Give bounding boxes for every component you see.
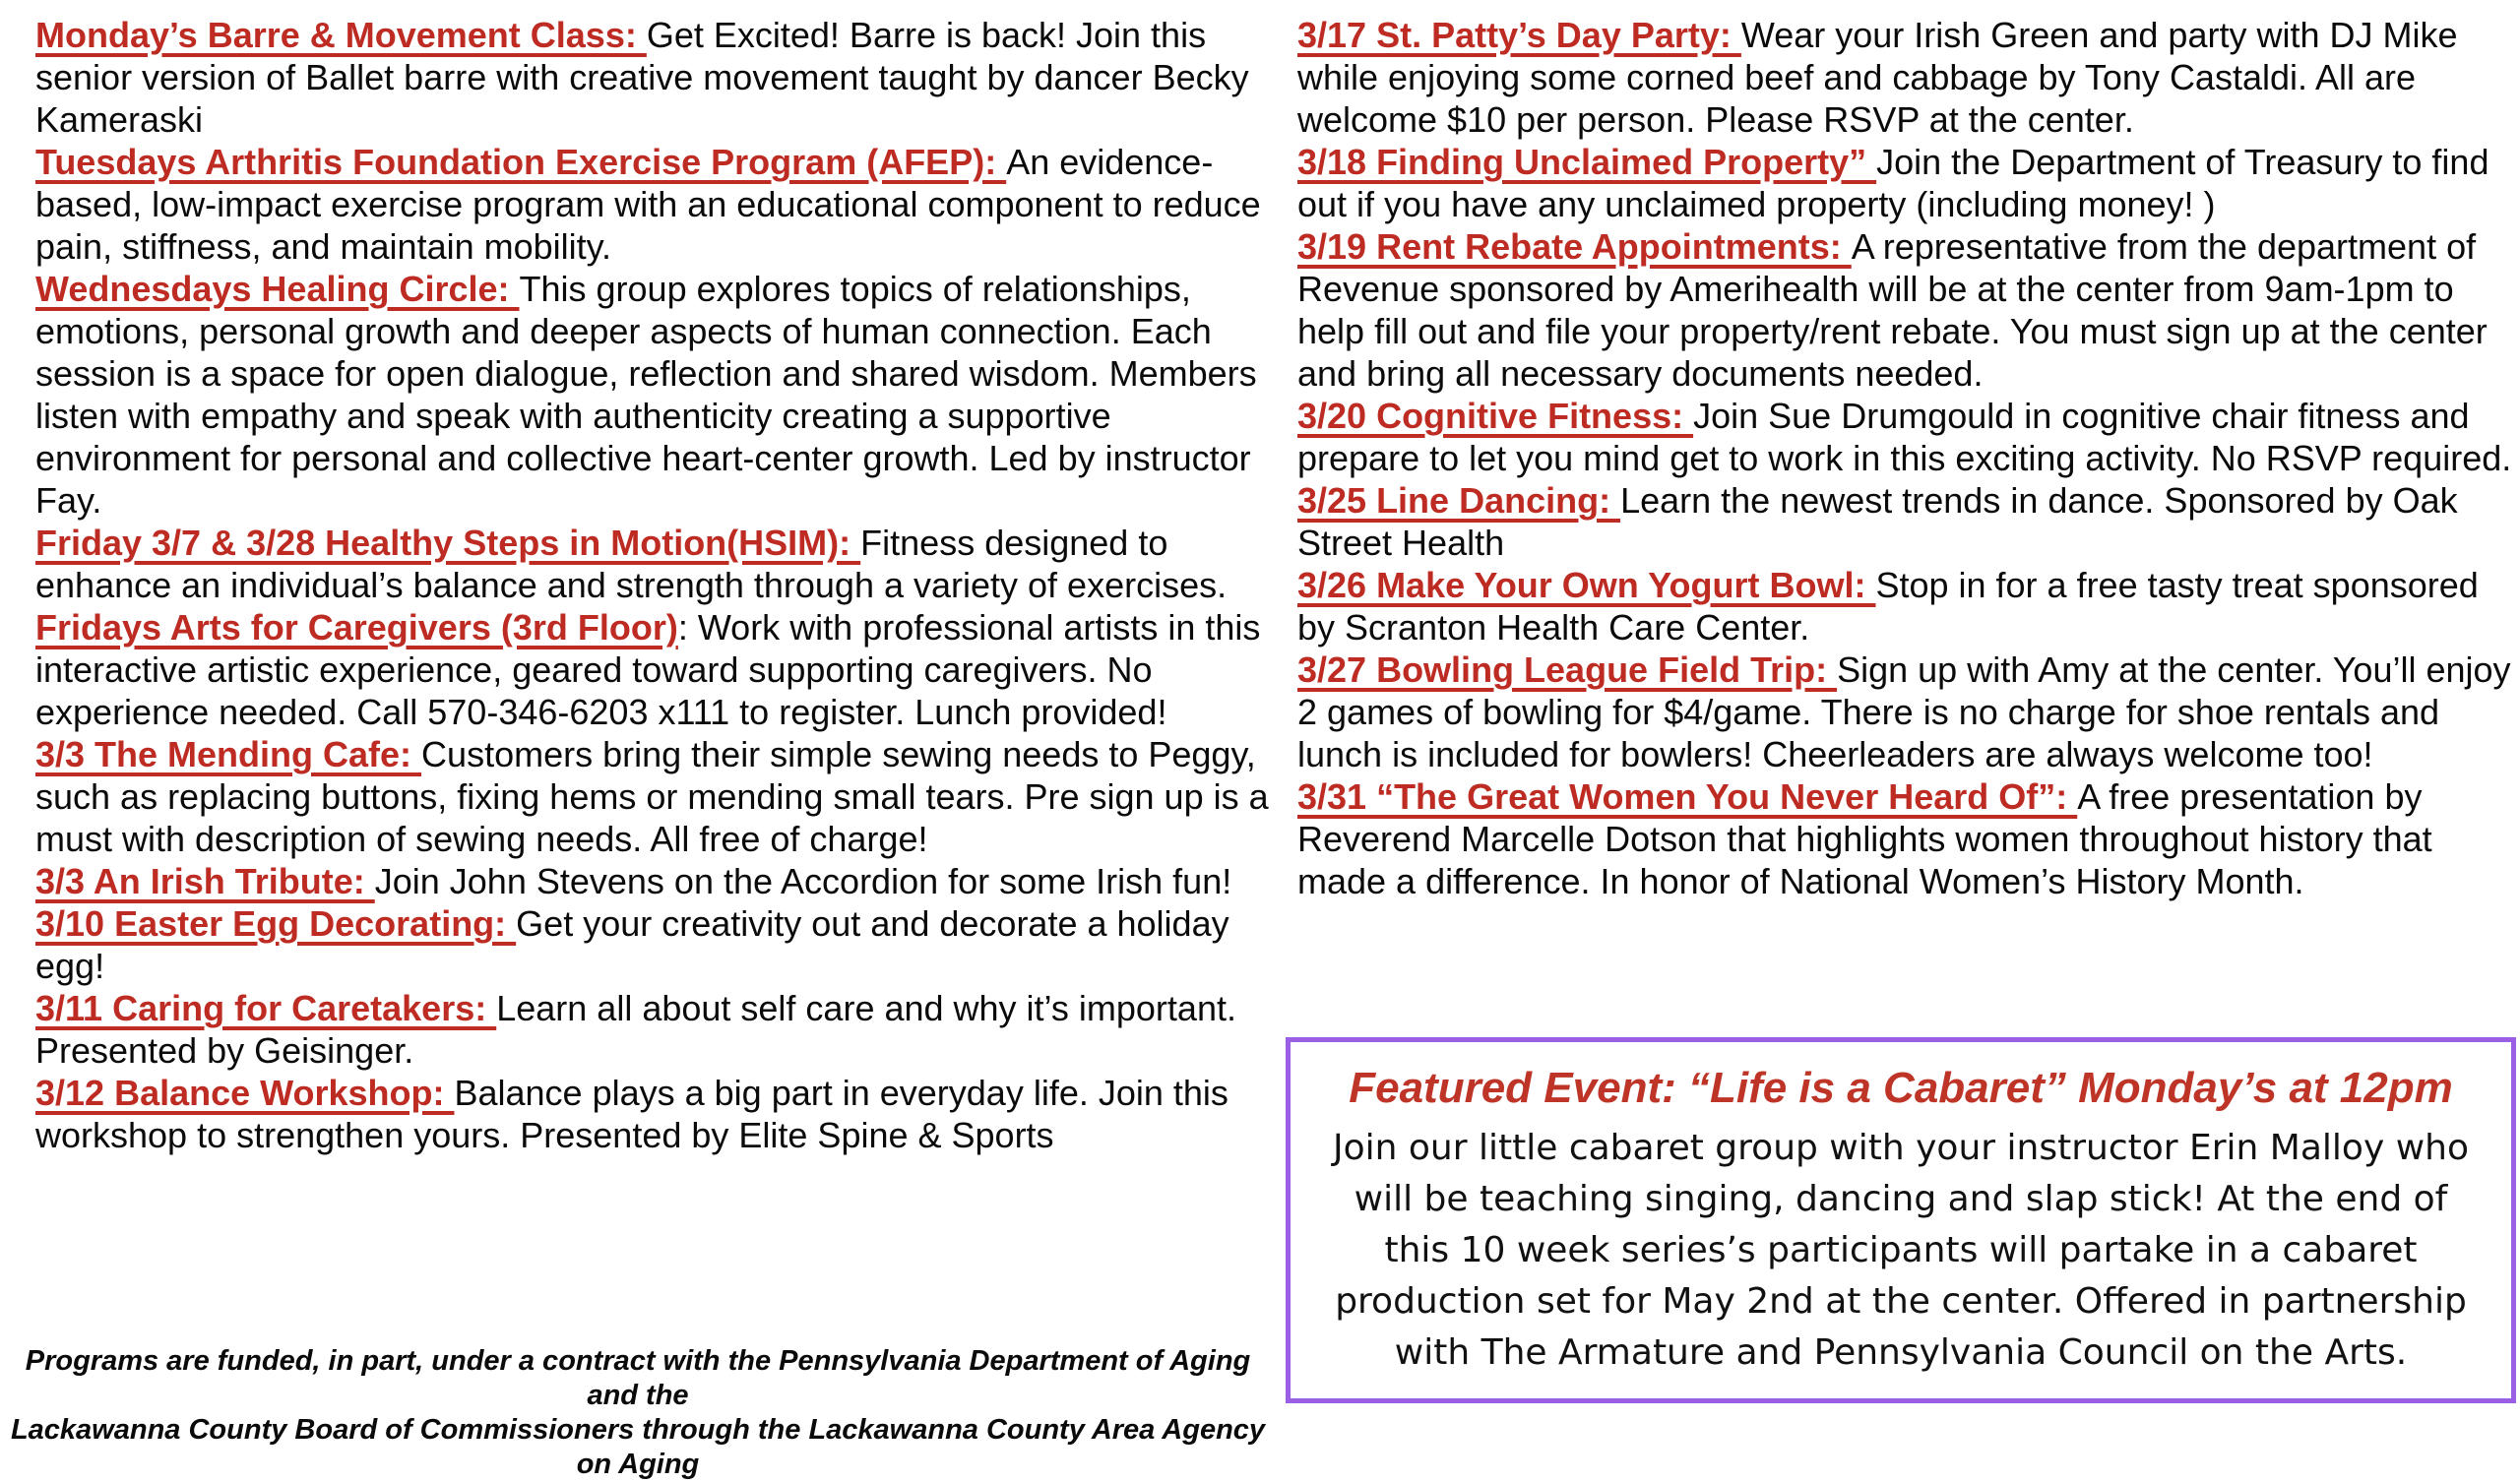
event-heading: Monday’s Barre & Movement Class:	[35, 15, 647, 55]
event-item	[1297, 225, 2518, 395]
event-heading: 3/26 Make Your Own Yogurt Bowl:	[1297, 565, 1876, 605]
event-text: This group explores topics of relationships, emotions, personal growth and deeper aspects of human connection. Each session is a space for open dialogue, reflection and shared wisdom. Members listen with empathy and speak with authenticity creating a supportive environment for personal and collective heart-center growth. Led by instructor Fay.	[35, 269, 1257, 521]
event-item	[1297, 395, 2518, 479]
event-heading: 3/27 Bowling League Field Trip:	[1297, 649, 1838, 690]
event-heading: 3/3 The Mending Cafe:	[35, 734, 422, 774]
event-heading: 3/12 Balance Workshop:	[35, 1073, 455, 1113]
event-text: An evidence-based, low-impact exercise program with an educational component to reduce pain, stiffness, and maintain mobility.	[35, 142, 1261, 267]
event-item	[1297, 648, 2518, 775]
event-text: : Work with professional artists in this interactive artistic experience, geared toward supporting caregivers. No experience needed. Call 570-346-6203 x111 to register. Lunch provided!	[35, 607, 1261, 732]
event-heading: 3/31 “The Great Women You Never Heard Of”:	[1297, 776, 2078, 817]
event-heading: 3/11 Caring for Caretakers:	[35, 988, 497, 1028]
event-item	[1297, 479, 2518, 564]
event-item	[35, 14, 1278, 141]
event-text: Stop in for a free tasty treat sponsored by Scranton Health Care Center.	[1297, 565, 2479, 648]
funding-footnote-line1: Programs are funded, in part, under a contract with the Pennsylvania Department of Aging and the	[25, 1345, 1251, 1411]
event-heading: Friday 3/7 & 3/28 Healthy Steps in Motion(HSIM):	[35, 523, 861, 563]
event-text: Join the Department of Treasury to find out if you have any unclaimed property (including money! )	[1297, 142, 2489, 224]
event-item	[35, 268, 1278, 522]
event-text: Get Excited! Barre is back! Join this senior version of Ballet barre with creative movement taught by dancer Becky Kameraski	[35, 15, 1249, 140]
event-text: Sign up with Amy at the center. You’ll enjoy 2 games of bowling for $4/game. There is no charge for shoe rentals and lunch is included for bowlers! Cheerleaders are always welcome too!	[1297, 649, 2511, 774]
event-item	[1297, 564, 2518, 648]
event-heading: Tuesdays Arthritis Foundation Exercise Program (AFEP):	[35, 142, 1007, 182]
event-text: Learn all about self care and why it’s important. Presented by Geisinger.	[35, 988, 1236, 1071]
event-heading: 3/18 Finding Unclaimed Property”	[1297, 142, 1877, 182]
event-text: Get your creativity out and decorate a holiday egg!	[35, 903, 1229, 986]
event-item	[35, 522, 1278, 606]
event-text: Fitness designed to enhance an individual’s balance and strength through a variety of exercises.	[35, 523, 1228, 605]
event-heading: 3/10 Easter Egg Decorating:	[35, 903, 517, 944]
featured-event-box	[1286, 1037, 2516, 1403]
event-heading: 3/3 An Irish Tribute:	[35, 861, 375, 901]
event-text: Join John Stevens on the Accordion for some Irish fun!	[374, 861, 1232, 901]
event-text: A representative from the department of Revenue sponsored by Amerihealth will be at the center from 9am-1pm to help fill out and file your property/rent rebate. You must sign up at the center and bring all necessary documents needed.	[1297, 226, 2488, 394]
event-text: Balance plays a big part in everyday life. Join this workshop to strengthen yours. Presented by Elite Spine & Sports	[35, 1073, 1228, 1155]
event-item	[35, 860, 1278, 902]
event-heading: Fridays Arts for Caregivers (3rd Floor)	[35, 607, 678, 648]
event-item	[1297, 775, 2518, 902]
event-item	[35, 987, 1278, 1072]
featured-event-description: Join our little cabaret group with your instructor Erin Malloy who will be teaching singing, dancing and slap stick! At the end of this 10 week series’s participants will partake in a cabaret production set for May 2nd at the center. Offered in partnership with The Armature and Pennsylvania Council on the Arts.	[1333, 1128, 2469, 1373]
event-text: Join Sue Drumgould in cognitive chair fitness and prepare to let you mind get to work in this exciting activity. No RSVP required.	[1297, 396, 2512, 478]
event-heading: 3/20 Cognitive Fitness:	[1297, 396, 1694, 436]
event-heading: 3/17 St. Patty’s Day Party:	[1297, 15, 1741, 55]
event-item	[35, 141, 1278, 268]
left-column	[35, 14, 1278, 1156]
event-item	[1297, 14, 2518, 141]
event-heading: 3/25 Line Dancing:	[1297, 480, 1621, 521]
funding-footnote-line2: Lackawanna County Board of Commissioners through the Lackawanna County Area Agency on Aging	[10, 1414, 1266, 1480]
event-item	[1297, 141, 2518, 225]
event-text: A free presentation by Reverend Marcelle Dotson that highlights women throughout history that made a difference. In honor of National Women’s History Month.	[1297, 776, 2432, 901]
funding-footnote	[0, 1344, 1276, 1482]
event-text: Learn the newest trends in dance. Sponsored by Oak Street Health	[1297, 480, 2458, 563]
event-item	[35, 606, 1278, 733]
right-column	[1297, 14, 2518, 902]
featured-event-title: Featured Event: “Life is a Cabaret” Monday’s at 12pm	[1349, 1064, 2453, 1112]
event-item	[35, 733, 1278, 860]
event-item	[35, 1072, 1278, 1156]
event-text: Customers bring their simple sewing needs to Peggy, such as replacing buttons, fixing hems or mending small tears. Pre sign up is a must with description of sewing needs. All free of charge!	[35, 734, 1269, 859]
event-heading: Wednesdays Healing Circle:	[35, 269, 520, 309]
event-text: Wear your Irish Green and party with DJ Mike while enjoying some corned beef and cabbage by Tony Castaldi. All are welcome $10 per person. Please RSVP at the center.	[1297, 15, 2458, 140]
event-item	[35, 902, 1278, 987]
event-heading: 3/19 Rent Rebate Appointments:	[1297, 226, 1852, 267]
